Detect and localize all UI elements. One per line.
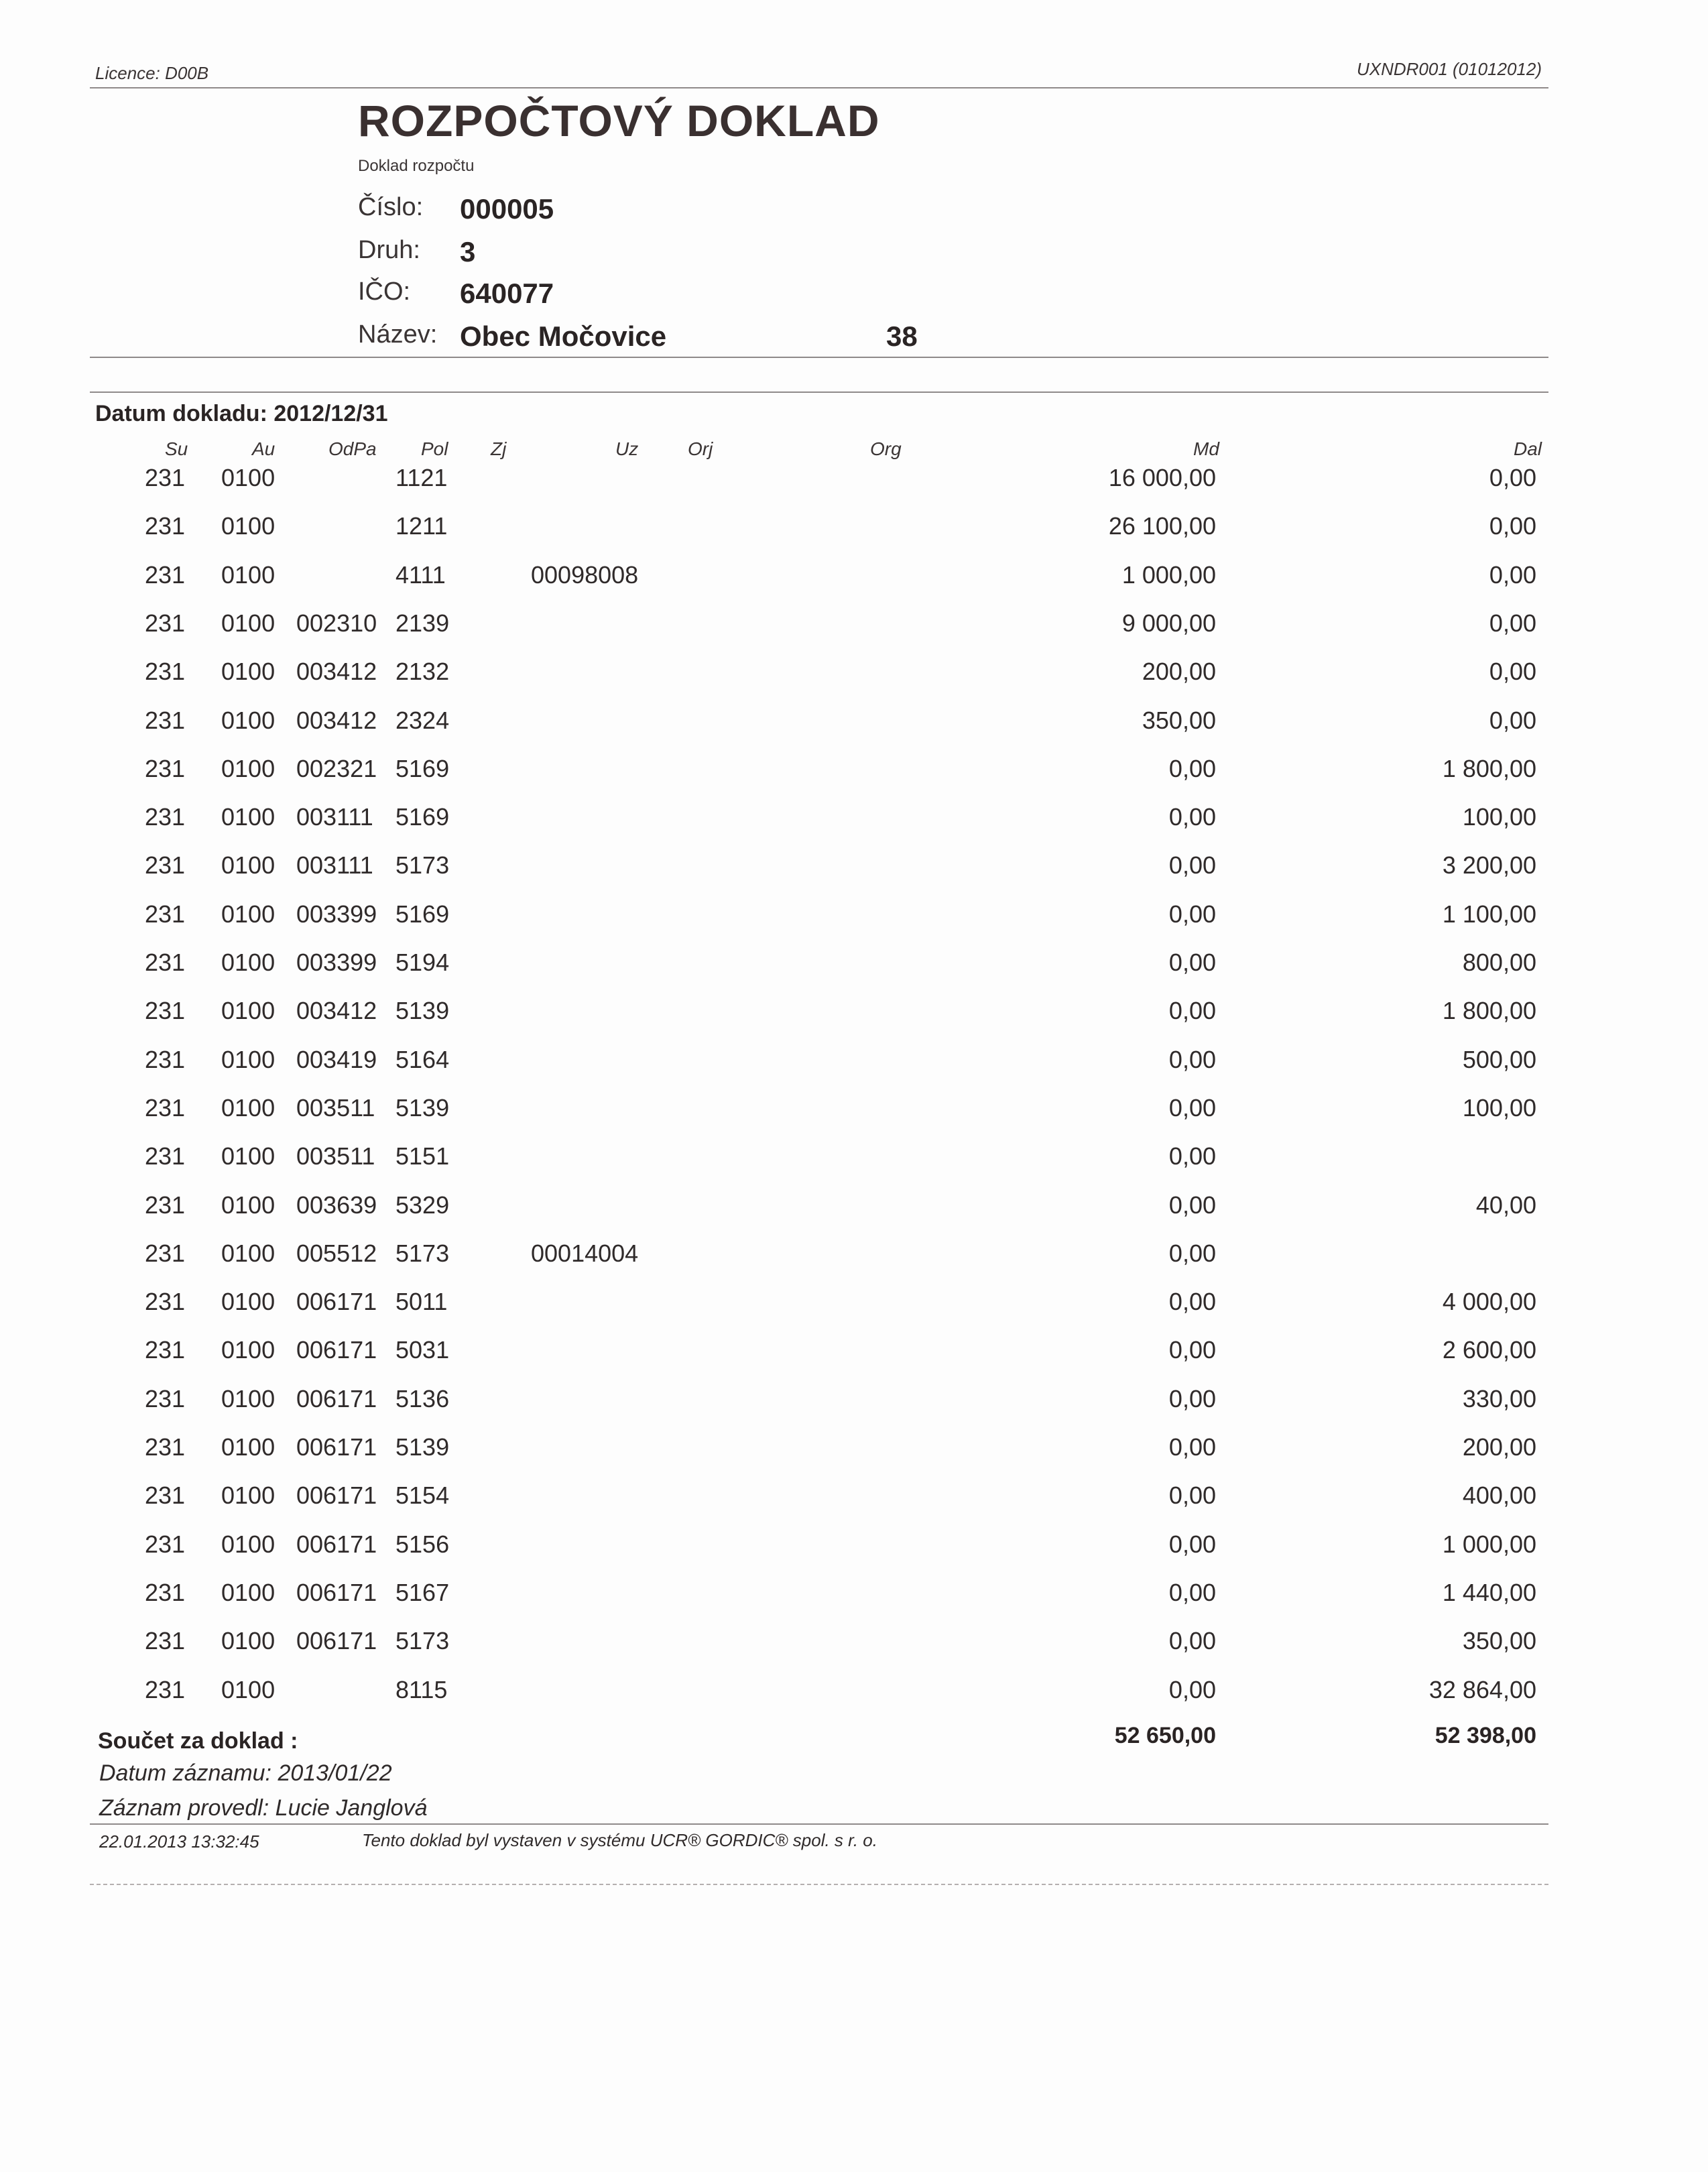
cell-au: 0100	[221, 1530, 276, 1558]
cell-pol: 5139	[395, 997, 450, 1024]
document-subtitle: Doklad rozpočtu	[358, 157, 475, 175]
cell-su: 231	[145, 1385, 186, 1412]
table-row	[0, 949, 1708, 997]
cell-dal: 800,00	[1462, 949, 1536, 976]
cell-dal: 500,00	[1462, 1046, 1536, 1073]
col-header-orj: Orj	[688, 438, 713, 459]
cell-au: 0100	[221, 1385, 276, 1412]
cell-uz: 00014004	[531, 1240, 639, 1267]
cell-au: 0100	[221, 1191, 276, 1219]
licence-label: Licence: D00B	[95, 63, 209, 83]
field-label-cislo: Číslo:	[358, 193, 424, 221]
cell-dal: 330,00	[1462, 1385, 1536, 1412]
cell-pol: 5139	[395, 1433, 450, 1461]
table-row	[0, 1288, 1708, 1336]
table-row	[0, 464, 1708, 512]
cell-pol: 5154	[395, 1482, 450, 1509]
cell-pol: 5169	[395, 755, 450, 782]
cell-su: 231	[145, 949, 186, 976]
cell-su: 231	[145, 464, 186, 491]
report-code: UXNDR001 (01012012)	[1356, 59, 1542, 79]
cell-dal: 100,00	[1462, 803, 1536, 831]
cell-au: 0100	[221, 1094, 276, 1122]
table-row	[0, 997, 1708, 1045]
cell-odpa: 006171	[296, 1288, 377, 1315]
table-row	[0, 1191, 1708, 1240]
table-row	[0, 1385, 1708, 1433]
cell-su: 231	[145, 1288, 186, 1315]
cell-au: 0100	[221, 997, 276, 1024]
cell-md: 0,00	[1168, 997, 1216, 1024]
bottom-dashed-line	[90, 1884, 1548, 1885]
cell-pol: 5167	[395, 1579, 450, 1606]
title-divider-1	[90, 357, 1548, 358]
cell-pol: 1121	[395, 464, 448, 491]
cell-md: 350,00	[1142, 707, 1216, 734]
cell-md: 0,00	[1168, 1046, 1216, 1073]
cell-su: 231	[145, 851, 186, 879]
cell-md: 0,00	[1168, 1482, 1216, 1509]
cell-pol: 5151	[395, 1142, 450, 1170]
cell-md: 0,00	[1168, 1142, 1216, 1170]
cell-md: 0,00	[1168, 1676, 1216, 1703]
header-divider	[90, 87, 1548, 88]
title-divider-2	[90, 391, 1548, 393]
totals-label: Součet za doklad :	[98, 1728, 298, 1754]
field-label-nazev: Název:	[358, 320, 438, 349]
cell-dal: 0,00	[1489, 609, 1536, 637]
cell-odpa: 003111	[296, 851, 373, 879]
cell-au: 0100	[221, 1676, 276, 1703]
cell-odpa: 003399	[296, 900, 377, 928]
cell-md: 1 000,00	[1121, 561, 1216, 589]
field-label-ico: IČO:	[358, 278, 411, 306]
cell-au: 0100	[221, 1046, 276, 1073]
cell-su: 231	[145, 1433, 186, 1461]
cell-au: 0100	[221, 1336, 276, 1364]
cell-md: 0,00	[1168, 1191, 1216, 1219]
cell-md: 26 100,00	[1108, 512, 1216, 540]
table-row	[0, 1676, 1708, 1724]
cell-md: 200,00	[1142, 658, 1216, 685]
cell-au: 0100	[221, 803, 276, 831]
cell-su: 231	[145, 803, 186, 831]
cell-dal: 0,00	[1489, 464, 1536, 491]
cell-md: 0,00	[1168, 1336, 1216, 1364]
cell-odpa: 003111	[296, 803, 373, 831]
table-row	[0, 1482, 1708, 1530]
cell-md: 0,00	[1168, 1094, 1216, 1122]
totals-dal: 52 398,00	[1435, 1723, 1536, 1748]
cell-au: 0100	[221, 1288, 276, 1315]
cell-su: 231	[145, 1336, 186, 1364]
cell-md: 0,00	[1168, 1385, 1216, 1412]
table-row	[0, 1336, 1708, 1384]
cell-au: 0100	[221, 755, 276, 782]
cell-pol: 5169	[395, 803, 450, 831]
cell-dal: 1 100,00	[1442, 900, 1536, 928]
col-header-org: Org	[870, 438, 902, 459]
cell-dal: 1 000,00	[1442, 1530, 1536, 1558]
cell-au: 0100	[221, 949, 276, 976]
cell-dal: 100,00	[1462, 1094, 1536, 1122]
table-row	[0, 1433, 1708, 1482]
col-header-su: Su	[165, 438, 188, 459]
cell-pol: 5173	[395, 1627, 450, 1654]
cell-au: 0100	[221, 609, 276, 637]
table-row	[0, 1627, 1708, 1675]
cell-md: 0,00	[1168, 851, 1216, 879]
cell-au: 0100	[221, 1240, 276, 1267]
cell-odpa: 005512	[296, 1240, 377, 1267]
cell-odpa: 006171	[296, 1385, 377, 1412]
cell-au: 0100	[221, 707, 276, 734]
table-row	[0, 1530, 1708, 1579]
cell-md: 0,00	[1168, 755, 1216, 782]
cell-pol: 2139	[395, 609, 450, 637]
cell-dal: 400,00	[1462, 1482, 1536, 1509]
cell-md: 0,00	[1168, 803, 1216, 831]
cell-au: 0100	[221, 561, 276, 589]
cell-pol: 5139	[395, 1094, 450, 1122]
col-header-zj: Zj	[491, 438, 507, 459]
cell-su: 231	[145, 561, 186, 589]
cell-md: 0,00	[1168, 1240, 1216, 1267]
cell-dal: 1 440,00	[1442, 1579, 1536, 1606]
table-row	[0, 1142, 1708, 1191]
cell-odpa: 006171	[296, 1482, 377, 1509]
cell-au: 0100	[221, 1627, 276, 1654]
cell-dal: 0,00	[1489, 658, 1536, 685]
table-row	[0, 707, 1708, 755]
col-header-uz: Uz	[615, 438, 639, 459]
cell-pol: 5156	[395, 1530, 450, 1558]
cell-su: 231	[145, 658, 186, 685]
cell-pol: 5329	[395, 1191, 450, 1219]
cell-su: 231	[145, 1627, 186, 1654]
cell-pol: 5136	[395, 1385, 450, 1412]
cell-dal: 350,00	[1462, 1627, 1536, 1654]
system-note: Tento doklad byl vystaven v systému UCR® GORDIC® spol. s r. o.	[362, 1830, 877, 1850]
cell-odpa: 006171	[296, 1579, 377, 1606]
col-header-odpa: OdPa	[328, 438, 377, 459]
cell-au: 0100	[221, 1433, 276, 1461]
cell-pol: 5173	[395, 1240, 450, 1267]
cell-md: 0,00	[1168, 1288, 1216, 1315]
field-label-druh: Druh:	[358, 236, 420, 264]
cell-dal: 1 800,00	[1442, 997, 1536, 1024]
cell-pol: 5011	[395, 1288, 448, 1315]
field-value-ico: 640077	[460, 278, 554, 309]
cell-odpa: 006171	[296, 1336, 377, 1364]
cell-dal: 1 800,00	[1442, 755, 1536, 782]
cell-dal: 0,00	[1489, 512, 1536, 540]
table-row	[0, 561, 1708, 609]
col-header-dal: Dal	[1514, 438, 1542, 459]
field-value-druh: 3	[460, 236, 476, 267]
table-row	[0, 512, 1708, 560]
cell-odpa: 003511	[296, 1142, 375, 1170]
cell-su: 231	[145, 1482, 186, 1509]
cell-su: 231	[145, 997, 186, 1024]
cell-odpa: 003412	[296, 707, 377, 734]
cell-pol: 8115	[395, 1676, 448, 1703]
cell-su: 231	[145, 1530, 186, 1558]
table-row	[0, 1046, 1708, 1094]
cell-su: 231	[145, 512, 186, 540]
field-value-nazev: Obec Močovice	[460, 320, 667, 352]
col-header-pol: Pol	[421, 438, 448, 459]
cell-odpa: 003412	[296, 658, 377, 685]
cell-pol: 2324	[395, 707, 450, 734]
cell-su: 231	[145, 1240, 186, 1267]
cell-pol: 5169	[395, 900, 450, 928]
col-header-md: Md	[1193, 438, 1219, 459]
cell-dal: 4 000,00	[1442, 1288, 1536, 1315]
cell-pol: 4111	[395, 561, 446, 589]
cell-su: 231	[145, 1046, 186, 1073]
table-row	[0, 900, 1708, 949]
cell-pol: 5164	[395, 1046, 450, 1073]
cell-md: 0,00	[1168, 1530, 1216, 1558]
document-title: ROZPOČTOVÝ DOKLAD	[358, 96, 880, 145]
cell-dal: 200,00	[1462, 1433, 1536, 1461]
cell-au: 0100	[221, 1142, 276, 1170]
cell-su: 231	[145, 609, 186, 637]
cell-dal: 40,00	[1475, 1191, 1536, 1219]
cell-su: 231	[145, 755, 186, 782]
cell-au: 0100	[221, 1482, 276, 1509]
cell-odpa: 002321	[296, 755, 377, 782]
cell-odpa: 006171	[296, 1627, 377, 1654]
table-row	[0, 851, 1708, 900]
cell-dal: 3 200,00	[1442, 851, 1536, 879]
cell-odpa: 003399	[296, 949, 377, 976]
cell-odpa: 003639	[296, 1191, 377, 1219]
table-row	[0, 658, 1708, 706]
table-row	[0, 803, 1708, 851]
table-row	[0, 1579, 1708, 1627]
cell-su: 231	[145, 707, 186, 734]
cell-au: 0100	[221, 658, 276, 685]
cell-su: 231	[145, 900, 186, 928]
cell-dal: 0,00	[1489, 707, 1536, 734]
cell-dal: 0,00	[1489, 561, 1536, 589]
totals-md: 52 650,00	[1114, 1723, 1216, 1748]
cell-au: 0100	[221, 464, 276, 491]
cell-md: 0,00	[1168, 1627, 1216, 1654]
table-row	[0, 609, 1708, 658]
cell-dal: 2 600,00	[1442, 1336, 1536, 1364]
cell-pol: 5194	[395, 949, 450, 976]
cell-pol: 5031	[395, 1336, 450, 1364]
document-date: Datum dokladu: 2012/12/31	[95, 401, 388, 426]
cell-su: 231	[145, 1142, 186, 1170]
col-header-au: Au	[252, 438, 276, 459]
table-row	[0, 755, 1708, 803]
cell-md: 9 000,00	[1121, 609, 1216, 637]
print-timestamp: 22.01.2013 13:32:45	[99, 1831, 259, 1852]
cell-au: 0100	[221, 1579, 276, 1606]
cell-pol: 1211	[395, 512, 448, 540]
cell-au: 0100	[221, 900, 276, 928]
cell-md: 0,00	[1168, 1433, 1216, 1461]
cell-md: 0,00	[1168, 900, 1216, 928]
cell-su: 231	[145, 1579, 186, 1606]
cell-su: 231	[145, 1191, 186, 1219]
cell-odpa: 006171	[296, 1433, 377, 1461]
cell-md: 0,00	[1168, 949, 1216, 976]
cell-odpa: 003511	[296, 1094, 375, 1122]
cell-su: 231	[145, 1676, 186, 1703]
recorded-by: Záznam provedl: Lucie Janglová	[99, 1795, 428, 1821]
field-value-cislo: 000005	[460, 193, 554, 225]
cell-au: 0100	[221, 851, 276, 879]
cell-au: 0100	[221, 512, 276, 540]
cell-uz: 00098008	[531, 561, 639, 589]
table-row	[0, 1094, 1708, 1142]
cell-md: 16 000,00	[1108, 464, 1216, 491]
cell-pol: 5173	[395, 851, 450, 879]
record-date: Datum záznamu: 2013/01/22	[99, 1760, 392, 1786]
cell-odpa: 003412	[296, 997, 377, 1024]
footer-divider	[90, 1823, 1548, 1825]
cell-odpa: 003419	[296, 1046, 377, 1073]
table-row	[0, 1240, 1708, 1288]
cell-pol: 2132	[395, 658, 450, 685]
cell-odpa: 002310	[296, 609, 377, 637]
cell-md: 0,00	[1168, 1579, 1216, 1606]
cell-su: 231	[145, 1094, 186, 1122]
cell-odpa: 006171	[296, 1530, 377, 1558]
cell-dal: 32 864,00	[1428, 1676, 1536, 1703]
field-value-nazev-extra: 38	[886, 320, 918, 352]
